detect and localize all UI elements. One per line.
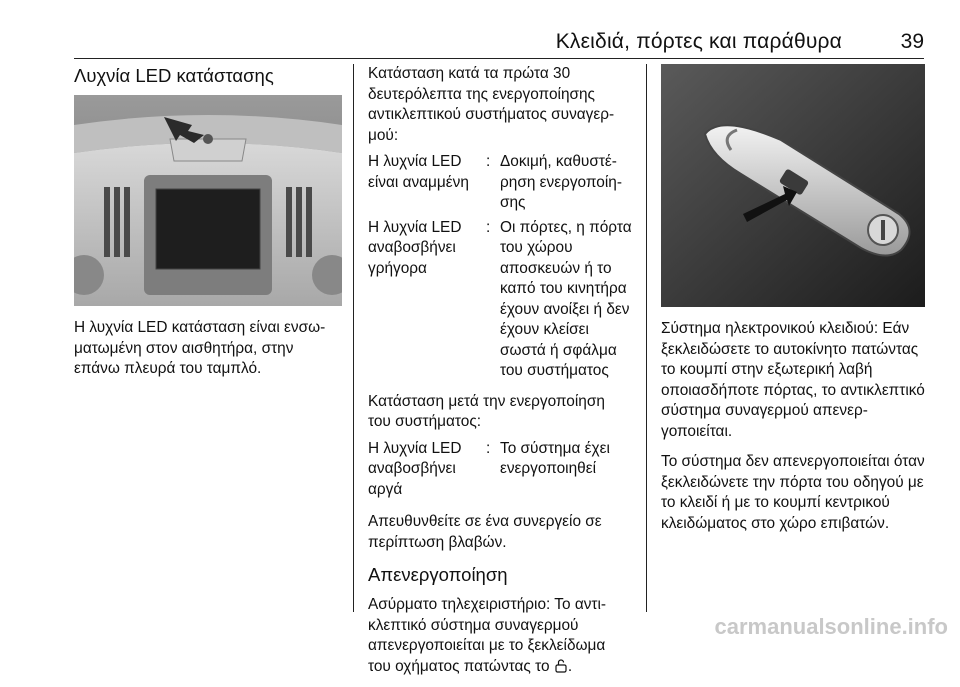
column-led — [74, 64, 342, 390]
status-intro: Κατάσταση κατά τα πρώτα 30 δευτερόλεπτα της ενεργοποίησης αντικλεπτικού συστήματος συναγερμού: — [368, 65, 615, 144]
deactivation-text-end: . — [567, 657, 573, 675]
column-divider-left — [353, 64, 354, 612]
status-separator: : — [486, 153, 491, 170]
header-rule — [74, 58, 924, 59]
door-handle-image — [661, 64, 925, 307]
unlock-icon — [554, 659, 568, 673]
status-term: Η λυχνία LED αναβοσβήνει γρήγορα — [368, 218, 462, 277]
status-term: Η λυχνία LED είναι αναμμένη — [368, 153, 469, 191]
not-deactivated-text: Το σύστημα δεν απενεργοποιείται όταν ξεκλειδώνετε την πόρτα του οδηγού με το κλειδί ή με το κουμπί κεντρικού κλειδώματος στο χώρο επιβατών. — [661, 453, 925, 532]
status-desc: Δοκιμή, καθυστέρηση ενεργοποίησης — [500, 153, 622, 211]
dashboard-led-photo — [74, 95, 342, 306]
status-after-intro: Κατάσταση μετά την ενεργοποίηση του συστήματος: — [368, 392, 605, 430]
status-separator: : — [486, 218, 491, 236]
led-caption: Η λυχνία LED κατάσταση είναι ενσωματωμένη στον αισθητήρα, στην επάνω πλευρά του ταμπλό. — [74, 319, 326, 377]
service-note: Απευθυνθείτε σε ένα συνεργείο σε περίπτωση βλαβών. — [368, 513, 602, 551]
keyless-text: Σύστημα ηλεκτρονικού κλειδιού: Εάν ξεκλειδώσετε το αυτοκίνητο πατώντας το κουμπί στην εξωτερική λαβή οποιασδήποτε πόρτας, το αντικλεπτικό σύστημα συναγερμού απενεργοποιείται. — [661, 320, 925, 440]
status-desc: Οι πόρτες, η πόρτα του χώρου αποσκευών ή το καπό του κινητήρα έχουν ανοίξει ή δεν έχουν κλείσει σωστά ή σφάλμα του συστήματος — [500, 218, 632, 379]
door-handle-photo — [661, 64, 925, 307]
page-number: 39 — [900, 30, 924, 53]
column-divider-right — [646, 64, 647, 612]
status-table-active — [368, 439, 632, 501]
deactivation-text-body: Ασύρματο τηλεχειριστήριο: Το αντικλεπτικό σύστημα συναγερμού απενεργοποιείται με το ξεκλείδωμα του οχήματος πατώντας το — [368, 596, 607, 675]
column-keyless — [661, 64, 925, 544]
status-row — [368, 152, 632, 214]
dashboard-led-image — [74, 95, 342, 306]
status-row — [368, 218, 632, 382]
section-heading-led: Λυχνία LED κατάστασης — [74, 65, 274, 86]
page-header-title: Κλειδιά, πόρτες και παράθυρα — [555, 30, 842, 53]
watermark: carmanualsonline.info — [714, 614, 948, 639]
column-status — [368, 64, 632, 687]
status-term: Η λυχνία LED αναβοσβήνει αργά — [368, 439, 462, 498]
status-separator: : — [486, 439, 491, 457]
status-table-initial — [368, 152, 632, 382]
deactivation-heading: Απενεργοποίηση — [368, 564, 508, 585]
deactivation-text — [368, 595, 632, 677]
status-row — [368, 439, 632, 501]
status-desc: Το σύστημα έχει ενεργοποιηθεί — [500, 439, 610, 477]
